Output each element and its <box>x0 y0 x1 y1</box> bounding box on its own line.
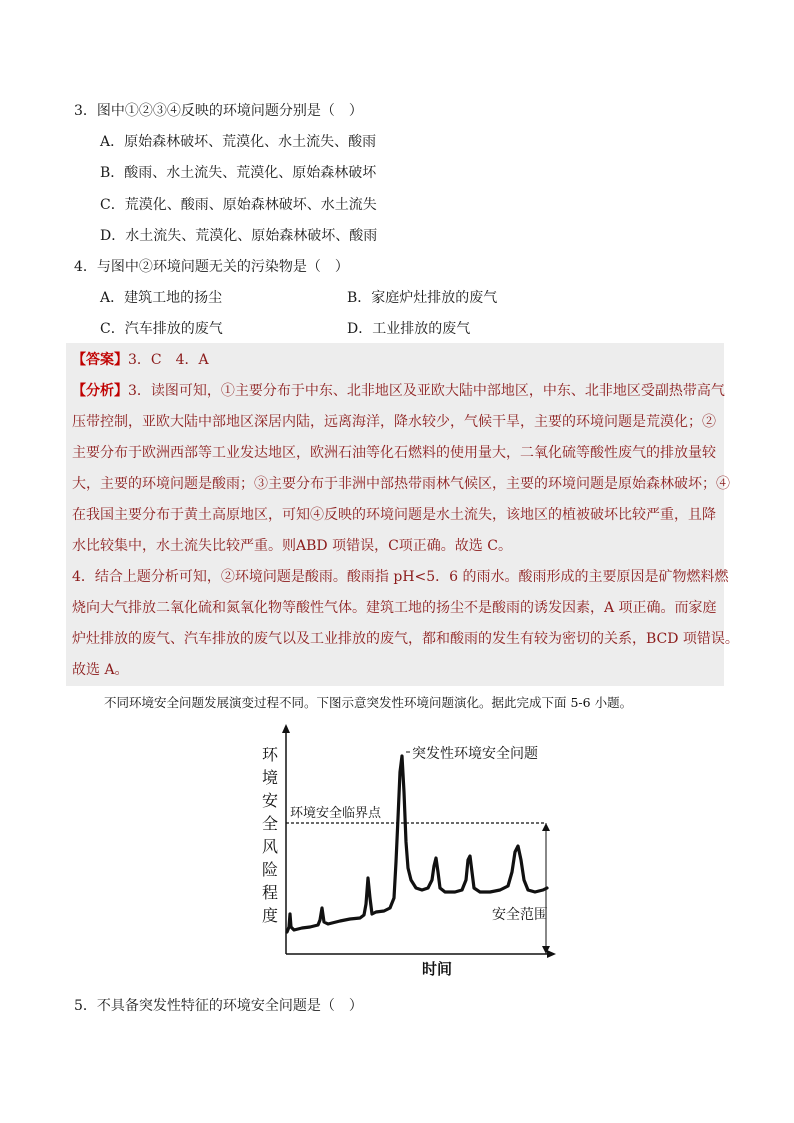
analysis-line-8: 烧向大气排放二氧化硫和氮氧化物等酸性气体。建筑工地的扬尘不是酸雨的诱发因素，A 项正确。而家庭 <box>72 600 717 616</box>
y-axis-char-7: 程 <box>262 883 279 902</box>
y-axis-char-6: 险 <box>262 860 279 879</box>
analysis-line-6: 水比较集中，水土流失比较严重。则ABD 项错误，C项正确。故选 C。 <box>72 538 512 554</box>
q3-option-b: B．酸雨、水土流失、荒漠化、原始森林破坏 <box>100 165 377 181</box>
analysis-line-2: 压带控制，亚欧大陆中部地区深居内陆，远离海洋，降水较少，气候干旱，主要的环境问题是荒漠化；② <box>72 414 716 430</box>
y-axis-char-4: 全 <box>262 814 279 833</box>
safety-range-arrow-top <box>542 823 550 831</box>
analysis-text: 3．读图可知，①主要分布于中东、北非地区及亚欧大陆中部地区，中东、北非地区受副热带高气 <box>128 383 725 399</box>
threshold-label: 环境安全临界点 <box>290 806 382 821</box>
safety-range-label: 安全范围 <box>492 907 548 923</box>
analysis-line-1 <box>72 382 725 400</box>
y-axis-char-5: 风 <box>262 837 279 856</box>
analysis-line-10: 故选 A。 <box>72 662 129 678</box>
q5-stem: 5．不具备突发性特征的环境安全问题是（ ） <box>74 998 363 1014</box>
q3-option-c: C．荒漠化、酸雨、原始森林破坏、水土流失 <box>100 197 377 213</box>
y-axis-char-1: 环 <box>262 745 279 764</box>
q3-option-a: A．原始森林破坏、荒漠化、水土流失、酸雨 <box>100 134 377 150</box>
analysis-line-9: 炉灶排放的废气、汽车排放的废气以及工业排放的废气，都和酸雨的发生有较为密切的关系，BCD 项错误。 <box>72 631 739 647</box>
answer-text: 3．C 4．A <box>128 352 209 368</box>
q4-option-a: A．建筑工地的扬尘 <box>100 290 223 306</box>
answer-tag: 【答案】 <box>72 352 128 368</box>
y-axis-char-3: 安 <box>262 791 279 810</box>
q3-stem: 3．图中①②③④反映的环境问题分别是（ ） <box>74 103 363 119</box>
q4-option-d: D．工业排放的废气 <box>347 321 471 337</box>
q3-option-d: D．水土流失、荒漠化、原始森林破坏、酸雨 <box>100 228 378 244</box>
q4-stem: 4．与图中②环境问题无关的污染物是（ ） <box>74 259 349 275</box>
peak-label: 突发性环境安全问题 <box>412 746 538 762</box>
risk-curve <box>287 756 547 932</box>
analysis-line-4: 大，主要的环境问题是酸雨；③主要分布于非洲中部热带雨林气候区，主要的环境问题是原始森林破坏；④ <box>72 476 730 492</box>
y-axis-arrow <box>282 724 290 733</box>
x-axis-arrow <box>547 950 556 958</box>
q4-option-b: B．家庭炉灶排放的废气 <box>347 290 498 306</box>
analysis-line-5: 在我国主要分布于黄土高原地区，可知④反映的环境问题是水土流失，该地区的植被破坏比较严重，且降 <box>72 507 716 523</box>
y-axis-char-8: 度 <box>262 906 279 925</box>
group-intro: 不同环境安全问题发展演变过程不同。下图示意突发性环境问题演化。据此完成下面 5-6 小题。 <box>104 695 633 710</box>
analysis-tag: 【分析】 <box>72 383 128 399</box>
answer-line <box>72 351 209 369</box>
environment-risk-figure <box>250 722 570 982</box>
q4-option-c: C．汽车排放的废气 <box>100 321 223 337</box>
analysis-line-3: 主要分布于欧洲西部等工业发达地区，欧洲石油等化石燃料的使用量大，二氧化硫等酸性废气的排放量较 <box>72 445 716 461</box>
analysis-line-7: 4．结合上题分析可知，②环境问题是酸雨。酸雨指 pH<5．6 的雨水。酸雨形成的主要原因是矿物燃料燃 <box>72 569 729 585</box>
x-axis-label: 时间 <box>422 960 453 978</box>
y-axis-char-2: 境 <box>262 768 279 787</box>
